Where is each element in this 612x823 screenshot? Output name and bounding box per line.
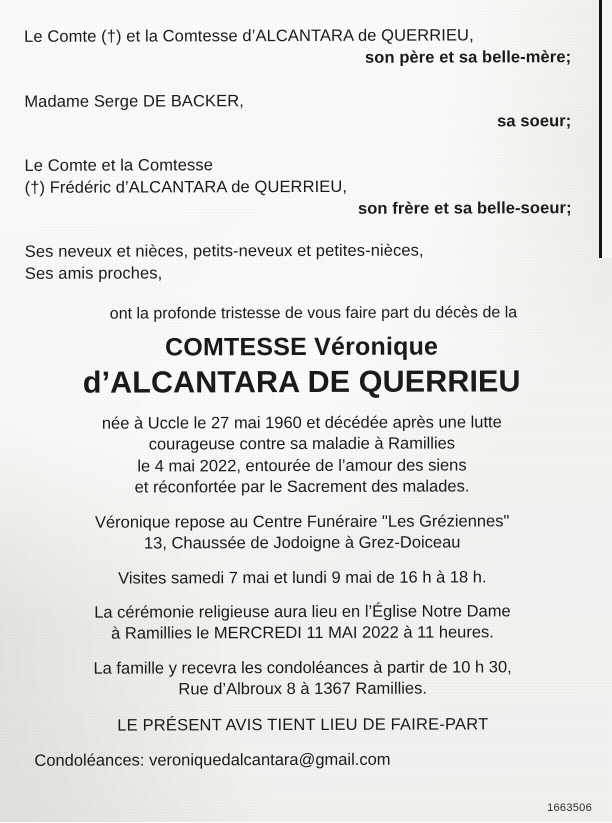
survivor-name: Madame Serge DE BACKER, [24,91,244,111]
spacer [24,71,577,92]
visiting-hours [26,567,579,590]
funeral-home-line: 13, Chaussée de Jodoigne à Grez-Doiceau [143,533,461,553]
biography-line: le 4 mai 2022, entourée de l’amour des siens [137,456,467,476]
survivor-entry [24,25,577,70]
funeral-home-line: Véronique repose au Centre Funéraire "Les Gréziennes" [94,511,510,532]
visiting-hours-line: Visites samedi 7 mai et lundi 9 mai de 16 h à 18 h. [118,567,487,588]
other-survivors [25,240,578,285]
reference-number: 1663506 [547,802,592,814]
condolences-email: Condoléances: veroniquedalcantara@gmail.com [34,750,391,770]
biography-line: et réconfortée par le Sacrement des malades. [134,477,470,497]
survivor-name: Le Comte et la Comtesse (†) Frédéric d’ALCANTARA de QUERRIEU, [24,156,348,197]
ceremony-info [26,601,579,646]
survivor-relation: son père et sa belle-mère; [364,47,572,67]
other-survivors-line: Ses neveux et nièces, petits-neveux et petites-nièces, [24,241,424,262]
funeral-home-info [26,511,579,556]
survivor-name: Le Comte (†) et la Comtesse d’ALCANTARA de QUERRIEU, [24,26,474,46]
deceased-title: COMTESSE Véronique [164,332,439,362]
announcement-intro: ont la profonde tristesse de vous faire part du décès de la [109,304,518,323]
condolences-location-line: La famille y recevra les condoléances à partir de 10 h 30, [93,658,512,678]
other-survivors-line: Ses amis proches, [24,264,163,283]
condolences-location [26,657,579,702]
notice-statement: LE PRÉSENT AVIS TIENT LIEU DE FAIRE-PART [117,715,489,735]
survivor-relation: sa soeur; [497,112,572,131]
condolences-location-line: Rue d’Albroux 8 à 1367 Ramillies. [178,679,427,699]
survivor-relation: son frère et sa belle-soeur; [357,198,572,218]
biography-line: courageuse contre sa maladie à Ramillies [148,434,456,454]
ceremony-line: à Ramillies le MERCREDI 11 MAI 2022 à 11 heures. [111,623,494,643]
notice-black-border [599,0,612,258]
spacer [24,135,577,156]
survivor-entry [24,154,577,221]
ceremony-line: La cérémonie religieuse aura lieu en l’Église Notre Dame [94,602,511,622]
spacer [25,221,578,242]
survivor-entry [24,90,577,135]
biography-line: née à Uccle le 27 mai 1960 et décédée après une lutte [101,413,502,433]
deceased-name: d’ALCANTARA DE QUERRIEU [82,364,521,400]
biography [25,412,578,499]
